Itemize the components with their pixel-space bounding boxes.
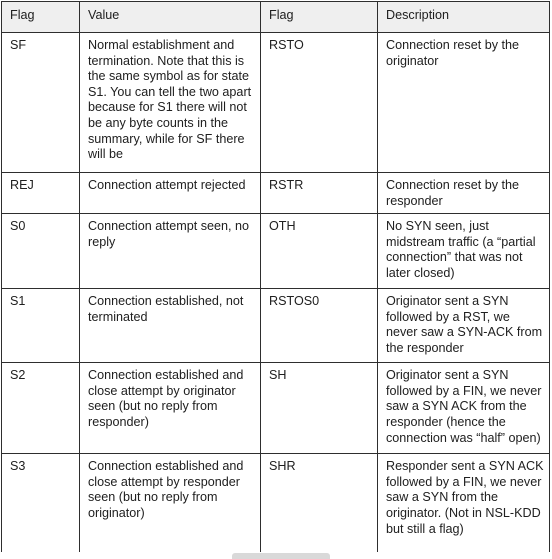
header-row xyxy=(2,2,550,33)
flag-2-cell: RSTR xyxy=(261,173,378,214)
table-row xyxy=(2,173,550,214)
description-cell: Connection reset by the originator xyxy=(378,33,550,173)
value-cell: Connection attempt rejected xyxy=(80,173,261,214)
table-body xyxy=(2,33,550,554)
table-row xyxy=(2,289,550,363)
flag-2-cell: RSTO xyxy=(261,33,378,173)
table-header xyxy=(2,2,550,33)
flag-cell: SF xyxy=(2,33,80,173)
flag-2-cell: RSTOS0 xyxy=(261,289,378,363)
table-row xyxy=(2,363,550,454)
value-cell: Connection attempt seen, no reply xyxy=(80,214,261,289)
flag-cell: S3 xyxy=(2,454,80,554)
flag-2-cell: OTH xyxy=(261,214,378,289)
description-cell: Connection reset by the responder xyxy=(378,173,550,214)
scroll-handle[interactable] xyxy=(232,553,330,559)
header-description: Description xyxy=(378,2,550,33)
description-cell: No SYN seen, just midstream traffic (a “partial connection” that was not later closed) xyxy=(378,214,550,289)
flag-cell: S0 xyxy=(2,214,80,289)
description-cell: Originator sent a SYN followed by a RST, we never saw a SYN-ACK from the responder xyxy=(378,289,550,363)
value-cell: Connection established and close attempt by responder seen (but no reply from originator) xyxy=(80,454,261,554)
header-flag-2: Flag xyxy=(261,2,378,33)
table-row xyxy=(2,454,550,554)
flag-cell: REJ xyxy=(2,173,80,214)
flag-2-cell: SHR xyxy=(261,454,378,554)
flag-cell: S1 xyxy=(2,289,80,363)
value-cell: Connection established, not terminated xyxy=(80,289,261,363)
value-cell: Connection established and close attempt by originator seen (but no reply from responder) xyxy=(80,363,261,454)
flag-2-cell: SH xyxy=(261,363,378,454)
connection-flags-table xyxy=(1,1,550,554)
value-cell: Normal establishment and termination. Note that this is the same symbol as for state S1. You can tell the two apart because for S1 there will not be any byte counts in the summary, while for SF there will be xyxy=(80,33,261,173)
header-value: Value xyxy=(80,2,261,33)
table-row xyxy=(2,214,550,289)
header-flag: Flag xyxy=(2,2,80,33)
table-row xyxy=(2,33,550,173)
flag-cell: S2 xyxy=(2,363,80,454)
description-cell: Responder sent a SYN ACK followed by a FIN, we never saw a SYN from the originator. (Not in NSL-KDD but still a flag) xyxy=(378,454,550,554)
description-cell: Originator sent a SYN followed by a FIN, we never saw a SYN ACK from the responder (hence the connection was “half” open) xyxy=(378,363,550,454)
